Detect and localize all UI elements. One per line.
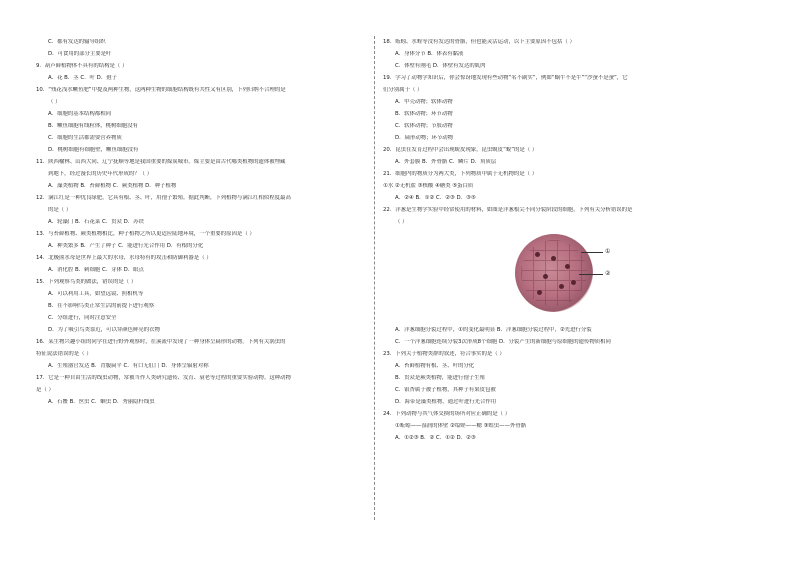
answer-option: D．桃树细胞有细胞壁，鳜鱼细胞没有: [48, 147, 139, 153]
answer-option: C．分组进行，同时注意安全: [48, 315, 117, 321]
answer-option: D．扁形动物；环节动物: [395, 135, 454, 141]
question-stem: 23．下列关于植物类群的叙述，符合事实的是（ ）: [383, 351, 505, 357]
answer-option: A．②④ B．①② C．②③ D．③⑤: [395, 195, 476, 201]
answer-option: ①水 ②无机盐 ③核酸 ④糖类 ⑤蛋白质: [383, 183, 474, 189]
right-column: [383, 34, 767, 442]
answer-option: A．藻类植物 B．苔藓植物 C．蕨类植物 D．种子植物: [48, 183, 177, 189]
answer-option: （ ）: [395, 219, 408, 225]
right-column-top: [383, 39, 767, 226]
answer-option: A．轮藻门 B．石花菜 C．贯众 D．苏铁: [48, 219, 144, 225]
answer-option: A．甲壳动物；软体动物: [395, 99, 453, 105]
answer-option: A．苔藓植物有根、茎、叶的分化: [395, 363, 475, 369]
answer-option: A．生殖器官发达 B．背腹扁平 C．有口无肛门 D．身体呈辐射对称: [48, 363, 209, 369]
answer-option: 们分别属于（ ）: [383, 87, 423, 93]
figure-label-2: ②: [605, 270, 611, 277]
answer-option: D．海带是藻类植物，通过叶进行光合作用: [395, 399, 497, 405]
answer-option: A．外套膜 B．外骨骼 C．鳞片 D．角质层: [395, 159, 497, 165]
onion-root-tip-figure: [507, 232, 617, 322]
answer-option: A．花 B．茎 C．叶 D．孢子: [48, 75, 117, 81]
answer-option: B．鳜鱼细胞有线粒体，桃树细胞没有: [48, 123, 138, 129]
answer-option: C．软体动物；节肢动物: [395, 123, 453, 129]
answer-option: D．为了吸引鸟类靠近，可以穿颜色鲜亮的衣物: [48, 327, 160, 333]
answer-option: （ ）: [48, 99, 61, 105]
answer-option: 的是（ ）: [48, 207, 72, 213]
right-column-bottom: [383, 327, 767, 442]
answer-option: B．贯众是蕨类植物，能进行孢子生殖: [395, 375, 485, 381]
answer-option: C．都有发达的输导组织: [48, 39, 106, 45]
question-stem: 14．北极熊水母是世界上最大的水母，水母特有的攻击和防御利器是（ ）: [36, 255, 212, 261]
question-stem: 24．下列动物与其气体交换的场所对应正确的是（ ）: [383, 411, 511, 417]
answer-option: 特征说法错误的是（ ）: [36, 351, 92, 357]
question-stem: 17．它是一种自由生活的线虫动物，常被当作人类研究遗传、发育、衰老等过程的重要实验动物。这种动物: [36, 375, 291, 381]
question-stem: 21．细胞内的物质分为两大类，下列物质中属于无机物的是（ ）: [383, 171, 538, 177]
question-stem: 22．洋葱是生物学实验中经常使用的材料，如图是洋葱根尖不同分裂阶段的细胞，下列有关分析错误的是: [383, 207, 633, 213]
question-stem: 13．与苔藓植物、蕨类植物相比，种子植物之所以更适应陆地环境，一个重要的原因是（ ）: [36, 231, 255, 237]
question-stem: 11．陕西榆林、山西大同、辽宁抚顺等地是我国重要的煤炭城市。煤主要是由古代哪类植物的遗体被埋藏: [36, 159, 286, 165]
question-stem: 12．满江红是一种优良绿肥，它具有根、茎、叶，用孢子繁殖。据此判断，下列植物与满江红相似程度最高: [36, 195, 291, 201]
answer-option: A．身体分节 B．体表有黏液: [395, 51, 464, 57]
answer-option: B．在不影响鸟类正常生活的前提下进行观察: [48, 303, 155, 309]
answer-option: ①蚯蚓——湿润的体壁 ②缢蛏——鳃 ③蝗虫——外骨骼: [395, 423, 527, 429]
answer-option: C．体壁有刚毛 D．体壁有发达的肌肉: [395, 63, 486, 69]
answer-option: A．可以利用工具，如望远镜、照相机等: [48, 291, 144, 297]
column-divider: [374, 36, 375, 520]
question-stem: 15．下列观察鸟类的做法，错误的是（ ）: [36, 279, 137, 285]
figure-label-1: ①: [605, 248, 611, 255]
answer-option: B．软体动物；环节动物: [395, 111, 453, 117]
answer-option: A．细胞的基本结构都相同: [48, 111, 111, 117]
answer-option: D．可食用的部分主要是叶: [48, 51, 112, 57]
question-stem: 10．“残花浅水鳜鱼肥”中提及两种生物，这两种生物的细胞结构既有共性又有区别，下列归纳不合理的是: [36, 87, 286, 93]
answer-option: A．石鳖 B．丝虫 C．蛔虫 D．秀丽隐杆线虫: [48, 399, 155, 405]
answer-option: A．种类繁多 B．产生了种子 C．能进行光合作用 D．有根的分化: [48, 243, 204, 249]
question-stem: 20．昆虫在发育过程中会出现蜕皮现象，昆虫蜕皮“蜕”的是（ ）: [383, 147, 538, 153]
answer-option: A．①②③ B．② C．①② D．②③: [395, 435, 476, 441]
question-stem: 18．蚯蚓、水蛭等没有发达的骨骼，但也能灵活运动，以下主要原因不包括（ ）: [383, 39, 575, 45]
question-stem: 9．葫芦藓植物体不具有的结构是（ ）: [36, 63, 128, 69]
answer-option: 到地下，经过漫长的历史年代形成的？（ ）: [48, 171, 153, 177]
left-column: [36, 34, 366, 406]
answer-option: C．一个洋葱细胞连续分裂3次形成8个细胞 D．分裂产生的新细胞与原细胞的遗传物质相同: [395, 339, 611, 345]
question-stem: 16．某生物兴趣小组的同学在进行野外观察时，在溪流中发现了一种身体呈扁形的动物。下列有关涡虫的: [36, 339, 286, 345]
answer-option: A．洋葱细胞分裂过程中，①的变化最明显 B．洋葱细胞分裂过程中，②先进行分裂: [395, 327, 592, 333]
answer-option: C．银杏属于被子植物，其种子有果皮包被: [395, 387, 496, 393]
answer-option: 是（ ）: [36, 387, 54, 393]
answer-option: C．细胞的生活都需要营养物质: [48, 135, 122, 141]
onion-cells-micrograph: [515, 234, 593, 312]
answer-option: A．消化腔 B．刺细胞 C．芽体 D．眼点: [48, 267, 144, 273]
question-stem: 19．学习了动物学知识后，你会惊讶地发现有些动物“名不副实”，例如“蜗牛不是牛”“沙蚕不是蚕”，它: [383, 75, 628, 81]
